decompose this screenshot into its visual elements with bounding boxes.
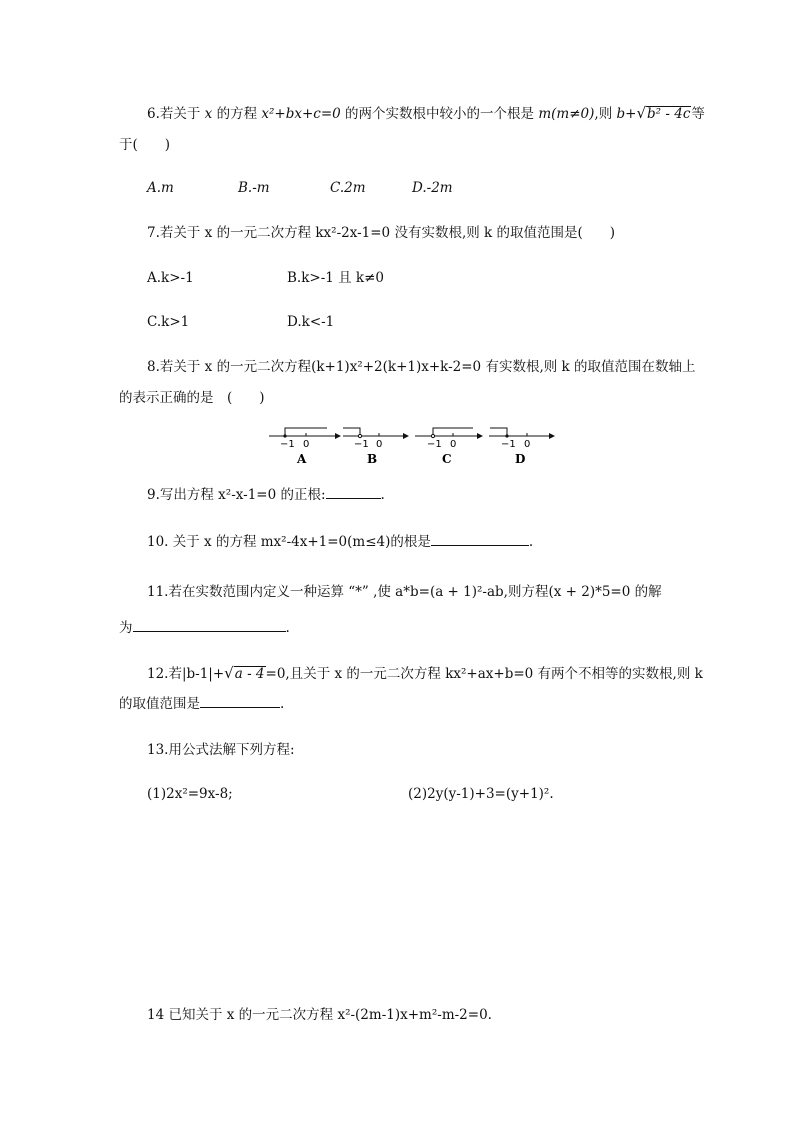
q12-text: =0,且关于 x 的一元二次方程 kx²+ax+b=0 有两个不相等的实数根,则 k	[265, 666, 703, 682]
question-8-stem-line-1: 8.若关于 x 的一元二次方程(k+1)x²+2(k+1)x+k-2=0 有实数根,则 k 的取值范围在数轴上	[147, 359, 696, 375]
question-6-line-2: 于( )	[119, 137, 171, 153]
q7-option-c: C.k>1	[147, 314, 190, 330]
q6-text: 6.若关于	[147, 106, 205, 122]
q6-text: ,则	[594, 106, 617, 122]
question-9: 9.写出方程 x²-x-1=0 的正根: .	[147, 487, 385, 503]
q7-option-a: A.k>-1	[147, 270, 194, 286]
number-line-b	[343, 428, 409, 466]
axis-a-tick-neg1: −1	[280, 439, 295, 450]
axis-a-label: A	[297, 452, 307, 466]
question-12-line-1: 12.若|b-1|+√a - 4=0,且关于 x 的一元二次方程 kx²+ax+b=0 有两个不相等的实数根,则 k	[147, 664, 703, 682]
answer-blank[interactable]	[326, 486, 381, 499]
q6-text: 等	[691, 106, 705, 122]
question-14-stem: 14 已知关于 x 的一元二次方程 x²-(2m-1)x+m²-m-2=0.	[147, 1007, 492, 1023]
axis-c-tick-0: 0	[450, 439, 457, 450]
q6-text: 的两个实数根中较小的一个根是	[340, 106, 539, 122]
question-10: 10. 关于 x 的方程 mx²-4x+1=0(m≤4)的根是 .	[147, 534, 534, 550]
q7-option-b: B.k>-1 且 k≠0	[287, 270, 385, 286]
q6-option-a: A.m	[147, 180, 174, 196]
axis-d-tick-0: 0	[524, 439, 531, 450]
q6-option-b: B.-m	[238, 180, 270, 196]
axis-a-tick-0: 0	[303, 439, 310, 450]
question-13-part-2: (2)2y(y-1)+3=(y+1)².	[408, 786, 554, 802]
number-line-d	[489, 428, 555, 466]
axis-d-label: D	[515, 452, 526, 466]
answer-blank[interactable]	[133, 619, 286, 632]
q12-text: 12.若|b-1|+	[147, 666, 225, 682]
question-13-stem: 13.用公式法解下列方程:	[147, 742, 295, 758]
answer-blank[interactable]	[200, 695, 280, 708]
q9-stem: 9.写出方程 x²-x-1=0 的正根:	[147, 487, 326, 503]
q6-equation: x²+bx+c=0	[261, 106, 341, 122]
question-11-line-1: 11.若在实数范围内定义一种运算 “*” ,使 a*b=(a + 1)²-ab,则方程(x + 2)*5=0 的解	[147, 584, 662, 600]
answer-blank[interactable]	[431, 533, 529, 546]
axis-b-label: B	[367, 452, 378, 466]
number-line-options	[265, 424, 565, 468]
q11-cont: 为	[119, 620, 133, 636]
question-7-stem: 7.若关于 x 的一元二次方程 kx²-2x-1=0 没有实数根,则 k 的取值范围是( )	[147, 225, 616, 241]
q7-option-d: D.k<-1	[287, 314, 335, 330]
q6-option-c: C.2m	[330, 180, 366, 196]
q10-stem: 10. 关于 x 的方程 mx²-4x+1=0(m≤4)的根是	[147, 534, 431, 550]
q6-root: m(m≠0)	[538, 106, 595, 122]
question-11-line-2: 为 .	[119, 620, 290, 636]
axis-b-tick-neg1: −1	[354, 439, 369, 450]
question-12-line-2: 的取值范围是 .	[119, 696, 285, 712]
axis-b-tick-0: 0	[376, 439, 383, 450]
number-line-a	[269, 428, 341, 466]
q6-text: 的方程	[212, 106, 262, 122]
question-8-stem-line-2: 的表示正确的是 ( )	[119, 390, 265, 406]
q6-radicand: b² - 4c	[647, 106, 691, 122]
axis-d-tick-neg1: −1	[501, 439, 516, 450]
q12-radicand: a - 4	[234, 666, 265, 682]
question-13-part-1: (1)2x²=9x-8;	[147, 786, 233, 802]
axis-c-label: C	[442, 452, 452, 466]
question-6-line-1: 6.若关于 x 的方程 x²+bx+c=0 的两个实数根中较小的一个根是 m(m≠0),则 b+√b² - 4c等	[147, 104, 705, 122]
number-line-c	[415, 428, 483, 466]
q12-cont: 的取值范围是	[119, 696, 200, 712]
axis-c-tick-neg1: −1	[427, 439, 442, 450]
q6-expression: b+	[616, 106, 637, 122]
q6-option-d: D.-2m	[412, 180, 453, 196]
